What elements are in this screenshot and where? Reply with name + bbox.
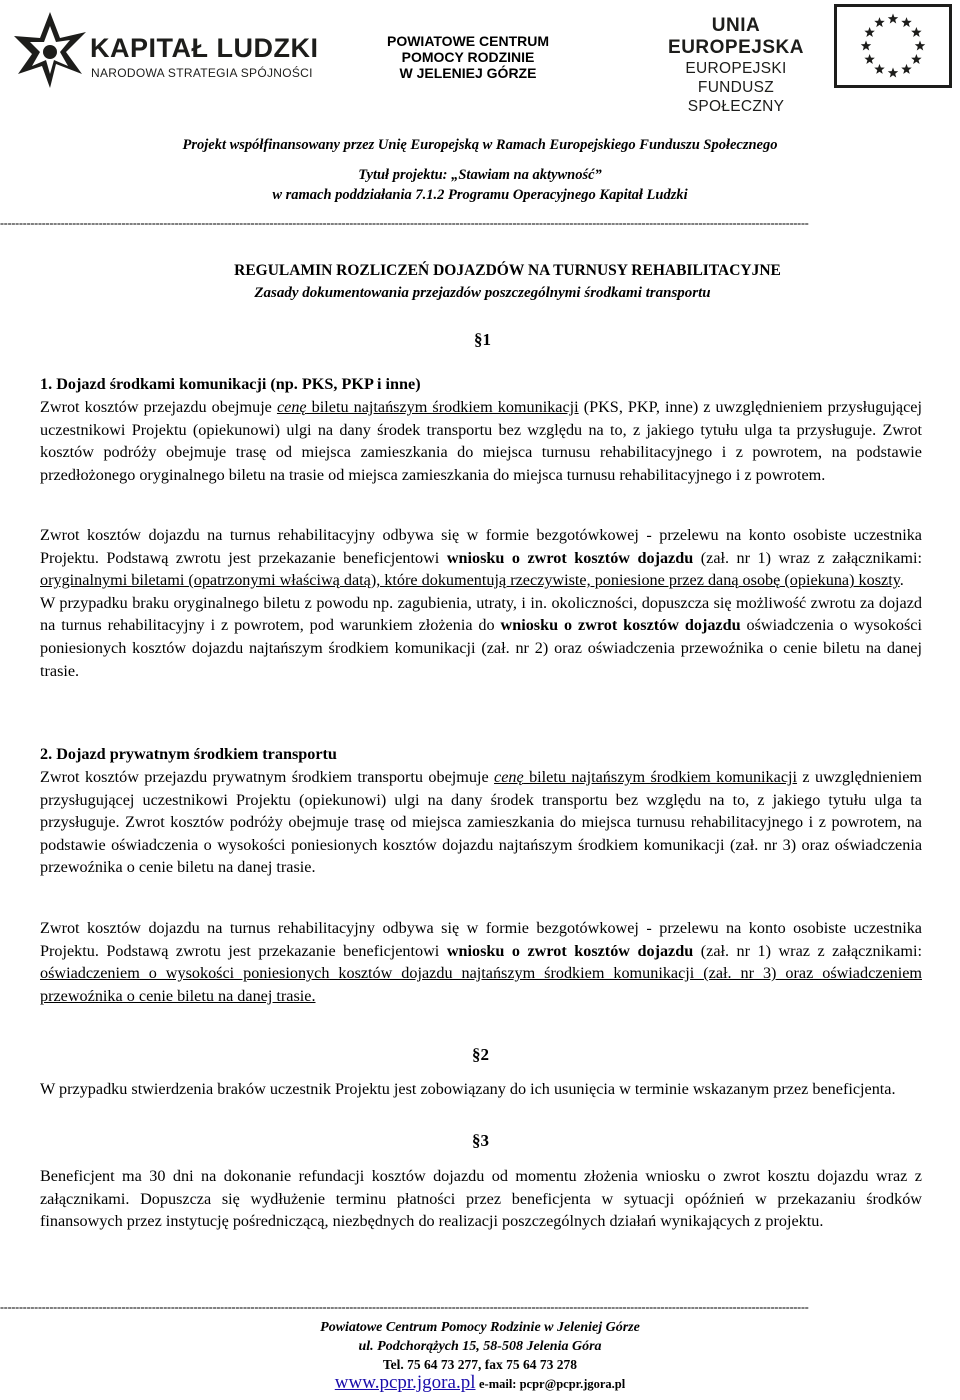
footer-contact xyxy=(0,1374,960,1394)
footer-org-name: Powiatowe Centrum Pomocy Rodzinie w Jeleniej Górze xyxy=(320,1320,640,1335)
document-title: REGULAMIN ROZLICZEŃ DOJAZDÓW NA TURNUSY REHABILITACYJNE xyxy=(234,262,781,279)
kapital-ludzki-title: KAPITAŁ LUDZKI xyxy=(90,33,319,63)
project-cofinancing-line: Projekt współfinansowany przez Unię Europejską w Ramach Europejskiego Funduszu Społecznego xyxy=(182,137,778,153)
eu-union-label: UNIA EUROPEJSKA xyxy=(668,15,804,58)
section-sign-3: §3 xyxy=(472,1131,489,1150)
footer-separator-line: --------------------------------------------------------------------------------------------------------------------------------------------------------------------------------------------------------------------- xyxy=(0,1301,809,1313)
pcpr-header xyxy=(378,33,558,81)
eu-fund-label: FUNDUSZ SPOŁECZNY xyxy=(687,79,785,115)
eu-flag-icon xyxy=(834,4,952,88)
section-sign-2: §2 xyxy=(472,1045,489,1064)
project-title-line: Tytuł projektu: „Stawiam na aktywność” xyxy=(358,167,602,183)
section-1-paragraph-1: Zwrot kosztów przejazdu obejmuje cenę biletu najtańszym środkiem komunikacji (PKS, PKP, inne) z uwzględnieniem przysługującej uczestnikowi Projektu (opiekunowi) ulgi na dany środek transportu bez względu na to, z jakiego tytułu ulga ta przysługuje. Zwrot kosztów podróży obejmuje trasę od miejsca zamieszkania do miejsca turnusu rehabilitacyjnego i z powrotem, na podstawie przedłożonego oryginalnego biletu na trasie od miejsca zamieszkania do miejsca turnusu rehabilitacyjnego i z powrotem. xyxy=(40,398,922,484)
section-sign-1: §1 xyxy=(474,330,491,349)
kapital-ludzki-subtitle: NARODOWA STRATEGIA SPÓJNOŚCI xyxy=(91,66,313,80)
pcpr-line: POMOCY RODZINIE xyxy=(401,49,535,65)
section-2-heading: 2. Dojazd prywatnym środkiem transportu xyxy=(40,745,337,763)
eu-text-block xyxy=(652,15,820,116)
email-link[interactable]: e-mail: pcpr@pcpr.jgora.pl xyxy=(478,1377,626,1391)
section-1-heading: 1. Dojazd środkami komunikacji (np. PKS, PKP i inne) xyxy=(40,375,421,393)
paragraph-2-text: W przypadku stwierdzenia braków uczestnik Projektu jest zobowiązany do ich usunięcia w terminie wskazanym przez beneficjenta. xyxy=(40,1080,896,1098)
section-2-paragraph-2: Zwrot kosztów dojazdu na turnus rehabilitacyjny odbywa się w formie bezgotówkowej - przelewu na konto osobiste uczestnika Projektu. Podstawą zwrotu jest przekazanie beneficjentowi wniosku o zwrot kosztów dojazdu (zał. nr 1) wraz z załącznikami: oświadczeniem o wysokości poniesionych kosztów dojazdu najtańszym środkiem komunikacji (zał. nr 3) oraz oświadczeniem przewoźnika o cenie biletu na danej trasie. xyxy=(40,919,922,1005)
separator-line: --------------------------------------------------------------------------------------------------------------------------------------------------------------------------------------------------------------------- xyxy=(0,217,809,229)
paragraph-3-text: Beneficjent ma 30 dni na dokonanie refundacji kosztów dojazdu od momentu złożenia wniosku o zwrot kosztu dojazdu wraz z załącznikami. Dopuszcza się wydłużenie terminu płatności przez beneficjenta w sytuacji opóźnień w przekazaniu środków finansowych przez instytucję pośredniczącą, niezbędnych do realizacji poszczególnych działań wynikających z projektu. xyxy=(40,1167,922,1231)
section-1-paragraph-2: Zwrot kosztów dojazdu na turnus rehabilitacyjny odbywa się w formie bezgotówkowej - przelewu na konto osobiste uczestnika Projektu. Podstawą zwrotu jest przekazanie beneficjentowi wniosku o zwrot kosztów dojazdu (zał. nr 1) wraz z załącznikami: oryginalnymi biletami (opatrzonymi właściwą datą), które dokumentują rzeczywiste, poniesione przez daną osobę (opiekuna) koszty. W przypadku braku oryginalnego biletu z powodu np. zagubienia, utraty, i in. okoliczności, dopuszcza się możliwość zwrotu za dojazd na turnus rehabilitacyjny i z powrotem, pod warunkiem złożenia do wniosku o zwrot kosztów dojazdu oświadczenia o wysokości poniesionych kosztów dojazdu najtańszym środkiem komunikacji (zał. nr 2) oraz oświadczenia przewoźnika o cenie biletu na danej trasie. xyxy=(40,526,922,680)
section-2-paragraph-1: Zwrot kosztów przejazdu prywatnym środkiem transportu obejmuje cenę biletu najtańszym środkiem komunikacji z uwzględnieniem przysługującej uczestnikowi Projektu (opiekunowi) ulgi na dany środek transportu bez względu na to, z jakiego tytułu ulga ta przysługuje. Zwrot kosztów podróży obejmuje trasę od miejsca zamieszkania do miejsca turnusu rehabilitacyjnego i z powrotem, na podstawie oświadczenia o wysokości poniesionych kosztów dojazdu najtańszym środkiem komunikacji (zał. nr 3) oraz oświadczenia przewoźnika o cenie biletu na danej trasie. xyxy=(40,768,922,877)
pcpr-line: W JELENIEJ GÓRZE xyxy=(399,65,537,81)
document-subtitle: Zasady dokumentowania przejazdów poszczególnymi środkami transportu xyxy=(254,285,711,301)
project-subaction-line: w ramach poddziałania 7.1.2 Programu Operacyjnego Kapitał Ludzki xyxy=(272,187,688,203)
footer-address: ul. Podchorążych 15, 58-508 Jelenia Góra xyxy=(358,1339,602,1354)
footer-phone: Tel. 75 64 73 277, fax 75 64 73 278 xyxy=(382,1357,578,1372)
pcpr-line: POWIATOWE CENTRUM xyxy=(386,33,550,49)
eu-fund-label: EUROPEJSKI xyxy=(685,60,787,77)
website-link[interactable]: www.pcpr.jgora.pl xyxy=(334,1372,476,1393)
